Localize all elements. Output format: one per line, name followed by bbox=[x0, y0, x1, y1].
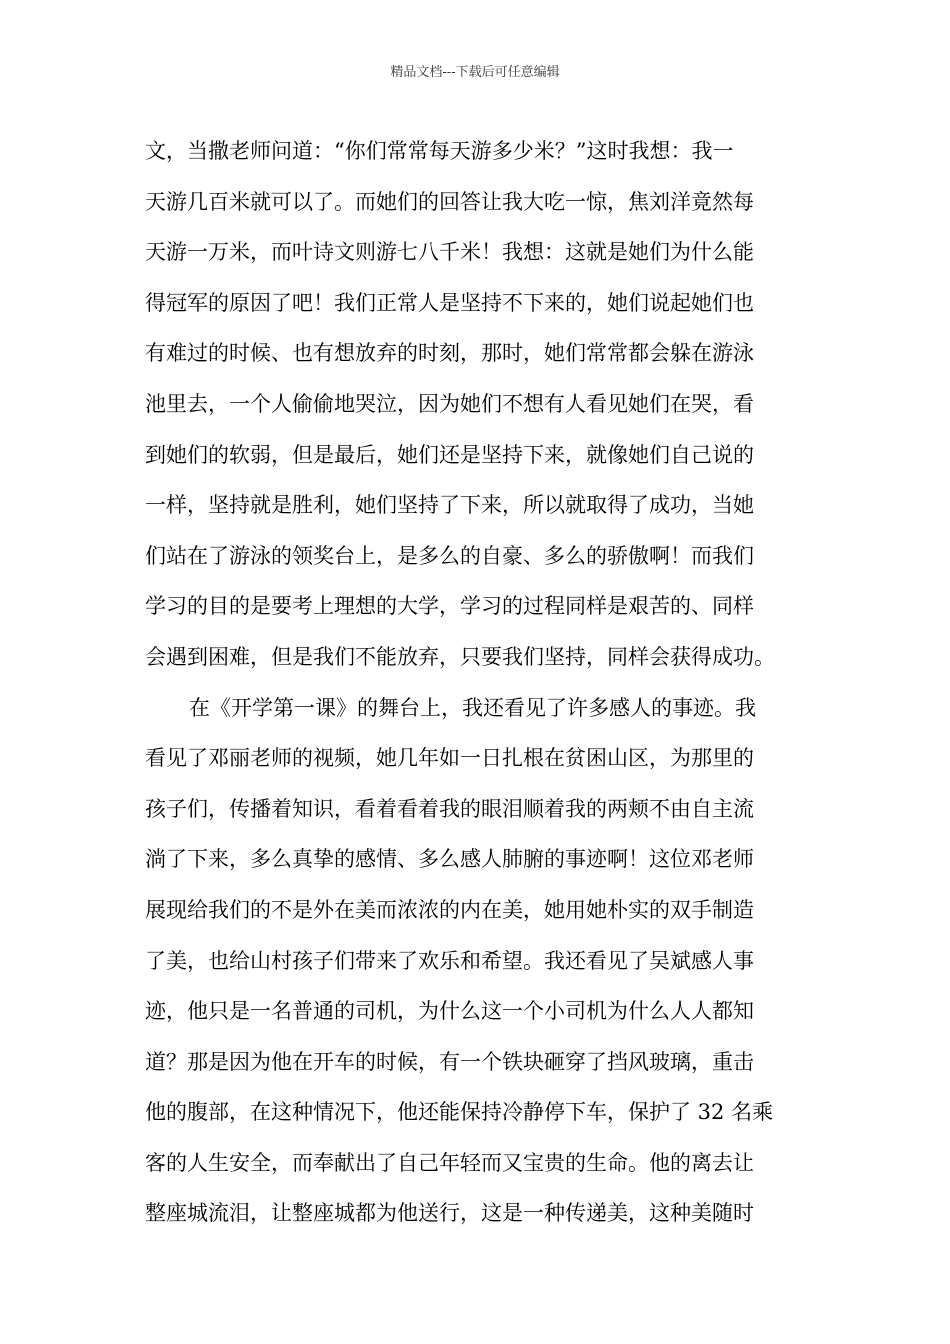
text-line: 有难过的时候、也有想放弃的时刻，那时，她们常常都会躲在游泳 bbox=[145, 341, 754, 366]
document-body bbox=[145, 126, 807, 1239]
text-line: 道？那是因为他在开车的时候，有一个铁块砸穿了挡风玻璃，重击 bbox=[145, 1049, 754, 1074]
text-line: 了美，也给山村孩子们带来了欢乐和希望。我还看见了吴斌感人事 bbox=[145, 948, 754, 973]
text-line: 天游一万米，而叶诗文则游七八千米！我想：这就是她们为什么能 bbox=[145, 240, 754, 265]
text-line: 整座城流泪，让整座城都为他送行，这是一种传递美，这种美随时 bbox=[145, 1201, 754, 1226]
text-line: 孩子们，传播着知识，看着看着我的眼泪顺着我的两颊不由自主流 bbox=[145, 796, 754, 821]
text-line: 到她们的软弱，但是最后，她们还是坚持下来，就像她们自己说的 bbox=[145, 442, 754, 467]
text-line: 们站在了游泳的领奖台上，是多么的自豪、多么的骄傲啊！而我们 bbox=[145, 543, 754, 568]
text-line: 文，当撒老师问道：“你们常常每天游多少米？”这时我想：我一 bbox=[145, 139, 734, 163]
text-line: 看见了邓丽老师的视频，她几年如一日扎根在贫困山区，为那里的 bbox=[145, 746, 754, 771]
page-header: 精品文档---下载后可任意编辑 bbox=[390, 65, 560, 80]
text-line: 迹，他只是一名普通的司机，为什么这一个小司机为什么人人都知 bbox=[145, 999, 754, 1024]
text-line: 客的人生安全，而奉献出了自己年轻而又宝贵的生命。他的离去让 bbox=[145, 1150, 754, 1175]
text-line: 池里去，一个人偷偷地哭泣，因为她们不想有人看见她们在哭，看 bbox=[145, 391, 754, 416]
text-line: 天游几百米就可以了。而她们的回答让我大吃一惊，焦刘洋竟然每 bbox=[145, 189, 754, 214]
text-line: 一样，坚持就是胜利，她们坚持了下来，所以就取得了成功，当她 bbox=[145, 493, 754, 518]
text-line: 他的腹部，在这种情况下，他还能保持冷静停下车，保护了 32 名乘 bbox=[145, 1100, 774, 1125]
text-line: 得冠军的原因了吧！我们正常人是坚持不下来的，她们说起她们也 bbox=[145, 290, 754, 315]
text-line: 淌了下来，多么真挚的感情、多么感人肺腑的事迹啊！这位邓老师 bbox=[145, 847, 754, 872]
text-line: 展现给我们的不是外在美而浓浓的内在美，她用她朴实的双手制造 bbox=[145, 897, 754, 922]
text-line: 学习的目的是要考上理想的大学，学习的过程同样是艰苦的、同样 bbox=[145, 594, 754, 619]
paragraph-start-line: 在《开学第一课》的舞台上，我还看见了许多感人的事迹。我 bbox=[189, 695, 756, 720]
text-line: 会遇到困难，但是我们不能放弃，只要我们坚持，同样会获得成功。 bbox=[145, 644, 775, 669]
